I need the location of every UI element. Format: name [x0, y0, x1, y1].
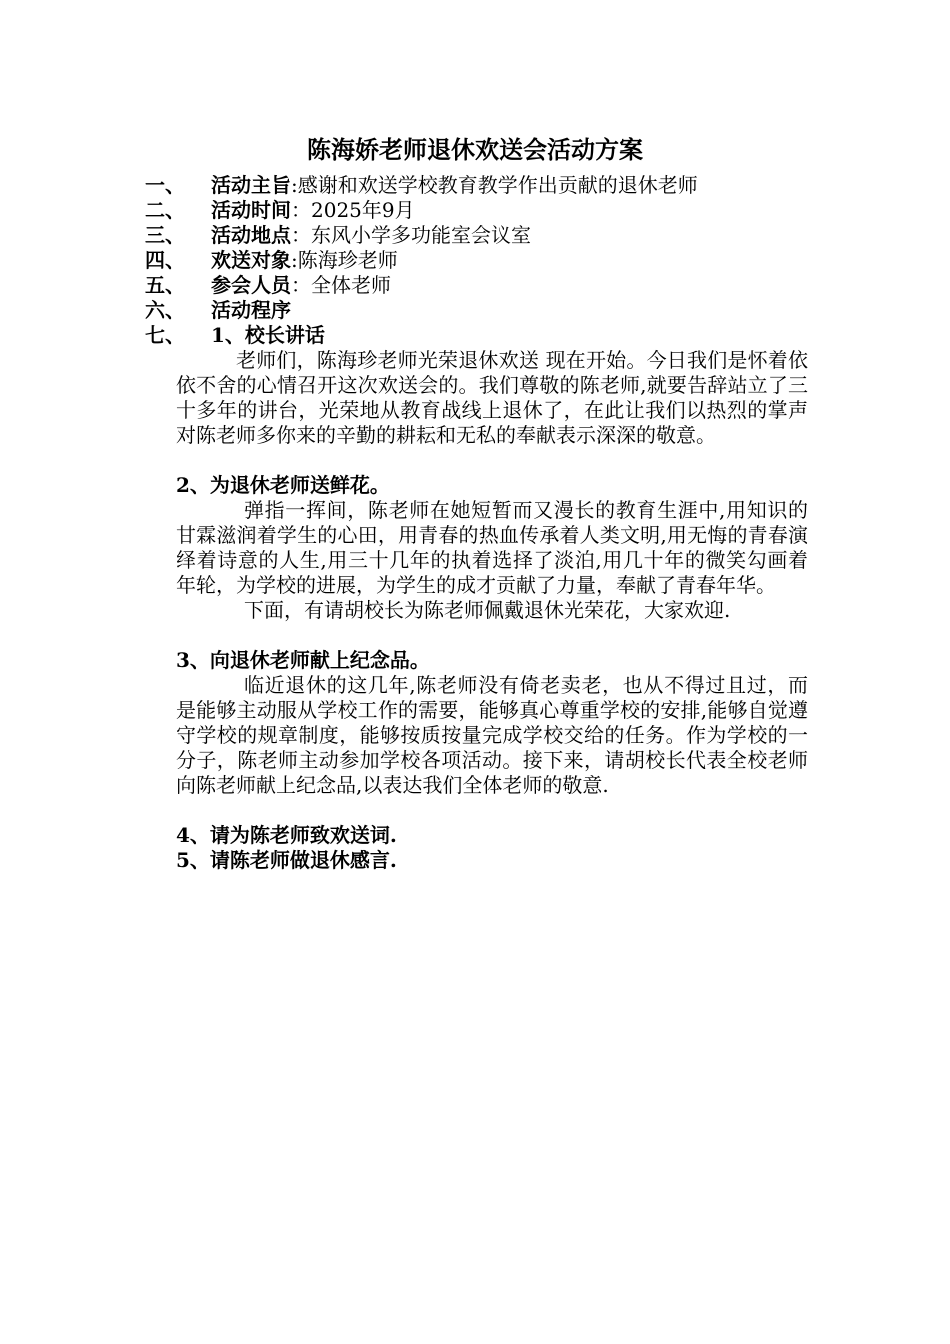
flowers-invite-paragraph: 下面，有请胡校长为陈老师佩戴退休光荣花，大家欢迎.: [244, 598, 731, 622]
outline-item-location: [145, 223, 845, 248]
farewell-speech-heading: 4、请为陈老师致欢送词.: [176, 823, 397, 847]
item-label: 活动时间: [211, 198, 291, 222]
item-number: 三、: [145, 223, 185, 247]
item-number: 六、: [145, 298, 185, 322]
retirement-remarks-heading: 5、请陈老师做退休感言.: [176, 848, 397, 872]
item-value: 全体老师: [311, 273, 391, 297]
item-label: 欢送对象: [211, 248, 291, 272]
item-number: 五、: [145, 273, 185, 297]
item-number: 二、: [145, 198, 185, 222]
flowers-heading: 2、为退休老师送鲜花。: [176, 473, 390, 497]
section-flowers: [176, 473, 808, 623]
souvenir-paragraph: 临近退休的这几年,陈老师没有倚老卖老，也从不得过且过，而是能够主动服从学校工作的需要，能够真心尊重学校的安排,能够自觉遵守学校的规章制度，能够按质按量完成学校交给的任务。作为学校的一分子，陈老师主动参加学校各项活动。接下来，请胡校长代表全校老师向陈老师献上纪念品,以表达我们全体老师的敬意.: [176, 673, 808, 797]
outline-item-purpose: [145, 173, 845, 198]
item-number: 四、: [145, 248, 185, 272]
section-souvenir: [176, 648, 808, 798]
souvenir-heading: 3、向退休老师献上纪念品。: [176, 648, 430, 672]
item-separator: ：: [291, 273, 311, 297]
item-value: 陈海珍老师: [297, 248, 398, 272]
item-separator: ：: [291, 198, 311, 222]
item-number: 七、: [145, 323, 185, 347]
item-value: 2025年9月: [311, 198, 415, 222]
outline-item-program: [145, 298, 845, 323]
flowers-paragraph: 弹指一挥间，陈老师在她短暂而又漫长的教育生涯中,用知识的甘霖滋润着学生的心田，用青春的热血传承着人类文明,用无悔的青春演绎着诗意的人生,用三十几年的执着选择了淡泊,用几十年的微笑勾画着年轮，为学校的进展，为学生的成才贡献了力量，奉献了青春年华。: [176, 498, 808, 597]
outline-item-honoree: [145, 248, 845, 273]
outline-item-principal-speech: [145, 323, 845, 348]
outline-item-attendees: [145, 273, 845, 298]
section-farewell-speech: [176, 823, 808, 873]
item-label: 活动主旨: [211, 173, 291, 197]
outline-list: [145, 173, 845, 348]
outline-item-time: [145, 198, 845, 223]
item-value: 感谢和欢送学校教育教学作出贡献的退休老师: [297, 173, 698, 197]
item-label: 参会人员: [211, 273, 291, 297]
item-separator: :: [291, 248, 298, 272]
item-label: 活动地点: [211, 223, 291, 247]
section-principal-speech: [176, 348, 808, 448]
item-label: 1、校长讲话: [211, 323, 325, 347]
item-separator: :: [291, 173, 298, 197]
item-label: 活动程序: [211, 298, 291, 322]
item-separator: ：: [291, 223, 311, 247]
item-value: 东风小学多功能室会议室: [311, 223, 531, 247]
speech-paragraph: 老师们，陈海珍老师光荣退休欢送 现在开始。今日我们是怀着依依不舍的心情召开这次欢送会的。我们尊敬的陈老师,就要告辞站立了三十多年的讲台，光荣地从教育战线上退休了，在此让我们以热烈的掌声对陈老师多你来的辛勤的耕耘和无私的奉献表示深深的敬意。: [176, 348, 808, 447]
document-title: 陈海娇老师退休欢送会活动方案: [307, 135, 643, 164]
item-number: 一、: [145, 173, 185, 197]
